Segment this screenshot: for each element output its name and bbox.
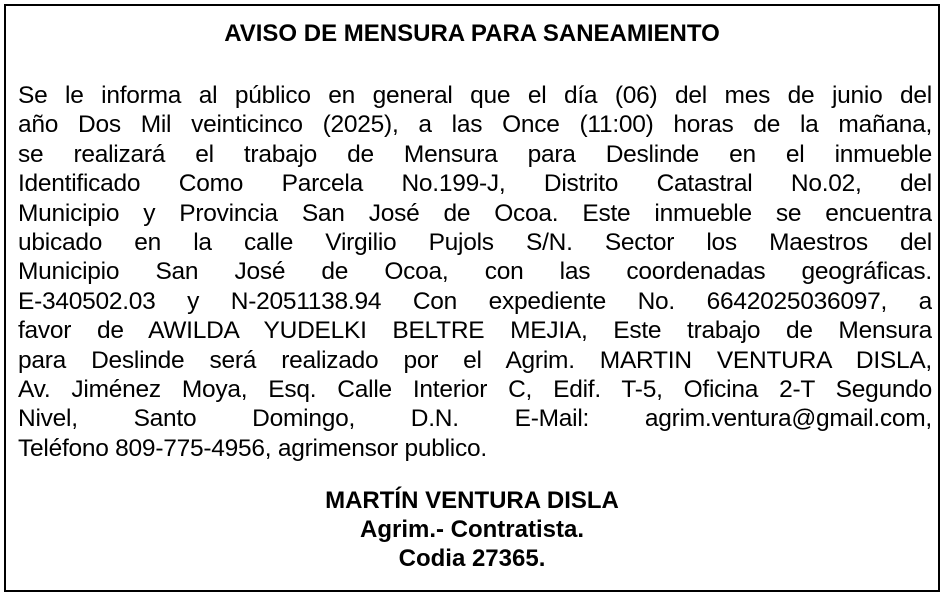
- body-line: Teléfono 809-775-4956, agrimensor publico.: [18, 434, 487, 462]
- body-line: para Deslinde será realizado por el Agrim. MARTIN VENTURA DISLA,: [18, 346, 932, 374]
- signature-codia: Codia 27365.: [398, 545, 546, 572]
- notice-body: [18, 81, 932, 463]
- signature-name: MARTÍN VENTURA DISLA: [325, 487, 619, 514]
- body-line: se realizará el trabajo de Mensura para Deslinde en el inmueble: [18, 140, 932, 168]
- signature-block: [6, 486, 938, 573]
- body-line: favor de AWILDA YUDELKI BELTRE MEJIA, Este trabajo de Mensura: [18, 317, 932, 345]
- signature-role: Agrim.- Contratista.: [359, 516, 584, 543]
- body-line: Av. Jiménez Moya, Esq. Calle Interior C, Edif. T-5, Oficina 2-T Segundo: [18, 376, 932, 404]
- notice-box: [4, 4, 940, 592]
- body-line: Se le informa al público en general que el día (06) del mes de junio del: [18, 82, 932, 109]
- body-line: Identificado Como Parcela No.199-J, Distrito Catastral No.02, del: [18, 170, 932, 198]
- body-line: Municipio San José de Ocoa, con las coordenadas geográficas.: [18, 258, 932, 286]
- body-line: Nivel, Santo Domingo, D.N. E-Mail: agrim.ventura@gmail.com,: [18, 405, 932, 433]
- body-line: año Dos Mil veinticinco (2025), a las Once (11:00) horas de la mañana,: [18, 111, 932, 139]
- notice-title: AVISO DE MENSURA PARA SANEAMIENTO: [224, 20, 720, 47]
- body-line: Municipio y Provincia San José de Ocoa. Este inmueble se encuentra: [18, 199, 932, 227]
- body-line: ubicado en la calle Virgilio Pujols S/N. Sector los Maestros del: [18, 229, 932, 257]
- body-line: E-340502.03 y N-2051138.94 Con expediente No. 6642025036097, a: [18, 287, 932, 315]
